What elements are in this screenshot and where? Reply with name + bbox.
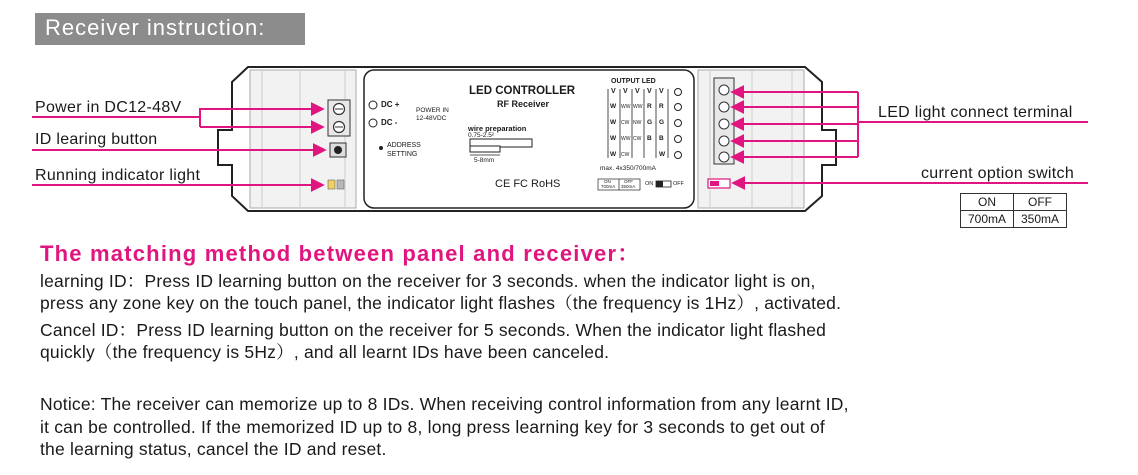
sw-on-label: ON	[604, 179, 611, 184]
row3-c2: WW	[621, 136, 631, 142]
row3-c5: B	[659, 135, 664, 142]
row2-c3: NW	[633, 120, 642, 126]
row1-c1: W	[610, 103, 617, 110]
row2-c4: G	[647, 119, 653, 126]
learning-line-1: learning ID：Press ID learning button on the receiver for 3 seconds. when the indicator light is on,	[40, 271, 816, 291]
switch-table-value-on: 700mA	[961, 211, 1014, 228]
output-led-label: OUTPUT LED	[611, 78, 656, 85]
page-title: Receiver instruction:	[45, 15, 266, 40]
output-terminal-block	[714, 78, 734, 164]
row2-c5: G	[659, 119, 665, 126]
label-indicator-light: Running indicator light	[35, 167, 201, 184]
switch-table-header-on: ON	[961, 194, 1014, 211]
device-subtitle: RF Receiver	[497, 99, 550, 109]
label-id-button: ID learing button	[35, 131, 158, 148]
setting-label: SETTING	[387, 151, 418, 158]
switch-off-text: OFF	[673, 181, 684, 187]
notice-line-3: the learning status, cancel the ID and reset.	[40, 439, 387, 459]
switch-table-header-off: OFF	[1014, 194, 1067, 211]
address-label: ADDRESS	[387, 142, 421, 149]
row4-c5: W	[659, 151, 666, 158]
current-option-switch	[708, 179, 730, 188]
col-v-2: V	[623, 88, 628, 95]
max-current-label: max. 4x350/700mA	[600, 165, 657, 172]
switch-on-text: ON	[645, 181, 654, 187]
id-learning-button	[330, 143, 346, 157]
wire-prep-label: wire preparation	[468, 124, 527, 133]
notice-line-2: it can be controlled. If the memorized ID up to 8, long press learning key for 3 seconds to get out of	[40, 417, 825, 437]
power-in-label: POWER IN	[416, 107, 449, 114]
row2-c1: W	[610, 119, 617, 126]
row1-c2: WW	[621, 104, 631, 110]
certification-marks: CE FC RoHS	[495, 178, 561, 190]
switch-table-value-off: 350mA	[1014, 211, 1067, 228]
wire-length-label: 5-8mm	[474, 157, 495, 164]
row4-c1: W	[610, 151, 617, 158]
row1-c4: R	[647, 103, 652, 110]
dc-minus-label: DC -	[381, 118, 398, 127]
label-led-terminal: LED light connect terminal	[878, 104, 1073, 121]
col-v-5: V	[659, 88, 664, 95]
dc-plus-label: DC +	[381, 100, 400, 109]
row3-c1: W	[610, 135, 617, 142]
cancel-line-1: Cancel ID：Press ID learning button on the receiver for 5 seconds. When the indicator light flashed	[40, 320, 827, 340]
row3-c3: CW	[633, 136, 642, 142]
device-title: LED CONTROLLER	[469, 85, 576, 97]
label-current-switch: current option switch	[921, 165, 1075, 182]
current-switch-table	[960, 193, 1067, 228]
section-title: The matching method between panel and receiver：	[40, 241, 641, 266]
row2-c2: CW	[621, 120, 630, 126]
label-power-in: Power in DC12-48V	[35, 99, 182, 116]
sw-off-value: 350mA	[621, 184, 636, 189]
cancel-line-2: quickly（the frequency is 5Hz）, and all learnt IDs have been canceled.	[40, 342, 610, 362]
sw-off-label: OFF	[624, 179, 633, 184]
row3-c4: B	[647, 135, 652, 142]
row1-c3: WW	[633, 104, 643, 110]
learning-line-2: press any zone key on the touch panel, the indicator light flashes（the frequency is 1Hz）, activated.	[40, 293, 842, 313]
power-terminal-block	[328, 100, 350, 136]
row1-c5: R	[659, 103, 664, 110]
col-v-4: V	[647, 88, 652, 95]
sw-on-value: 700mA	[601, 184, 616, 189]
wire-gauge-label: 0.75-2.5²	[468, 132, 495, 139]
notice-line-1: Notice: The receiver can memorize up to 8 IDs. When receiving control information from any learnt ID,	[40, 394, 849, 414]
row4-c2: CW	[621, 152, 630, 158]
col-v-1: V	[611, 88, 616, 95]
col-v-3: V	[635, 88, 640, 95]
power-range-label: 12-48VDC	[416, 115, 447, 122]
